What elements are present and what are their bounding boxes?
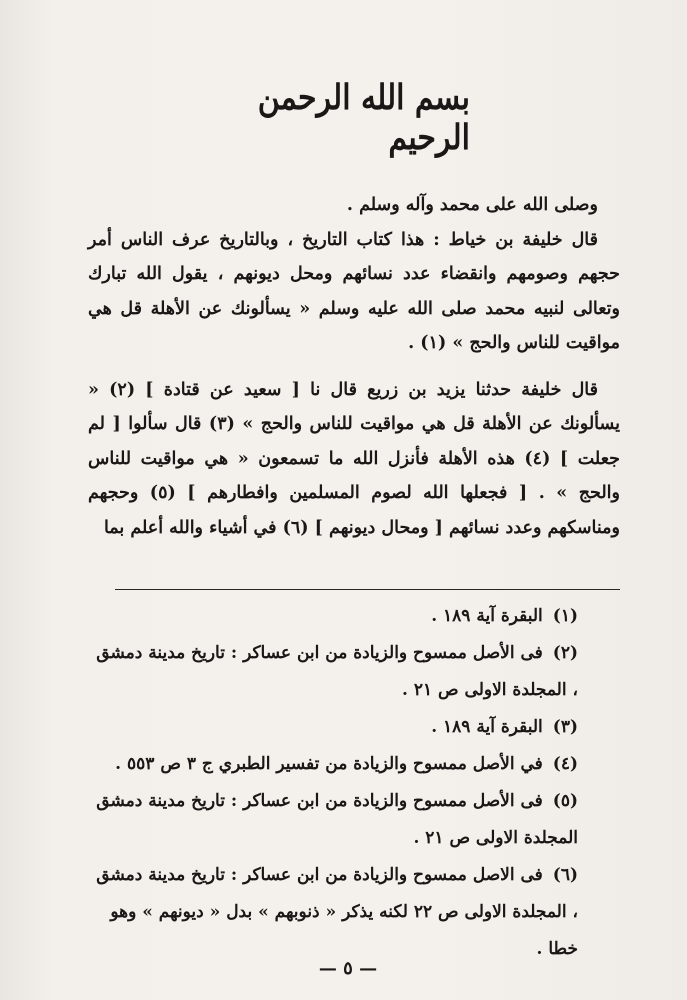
footnotes (88, 598, 608, 968)
basmala-text: بسم الله الرحمن الرحيم (257, 77, 470, 159)
paragraph-1: وصلى الله على محمد وآله وسلم . (346, 195, 598, 215)
footnote-number: (٣) (552, 717, 578, 737)
basmala-heading (220, 77, 470, 159)
footnote-number: (٦) (552, 865, 578, 885)
footnote-text: البقرة آية ١٨٩ . (431, 606, 543, 626)
footnote-4 (88, 746, 608, 783)
page-number: — ٥ — (318, 958, 378, 979)
paragraph-3: قال خليفة حدثنا يزيد بن زريع قال نا [ سعيد عن قتادة ] (٢) « يسألونك عن الأهلة قل هي مواقيت للناس والحج » (٣) قال سألوا [ لم جعلت ] (٤) هذه الأهلة فأنزل الله ما تسمعون « هي مواقيت للناس والحج » . [ فجعلها الله لصوم المسلمين وافطارهم ] (٥) وحجهم ومناسكهم وعدد نسائهم [ ومحال ديونهم ] (٦) في أشياء والله أعلم بما (88, 379, 621, 538)
footnote-5 (88, 783, 608, 857)
paragraph-2: قال خليفة بن خياط : هذا كتاب التاريخ ، وبالتاريخ عرف الناس أمر حجهم وصومهم وانقضاء عدد نسائهم ومحل ديونهم ، يقول الله تبارك وتعالى لنبيه محمد صلى الله عليه وسلم « يسألونك عن الأهلة قل هي مواقيت للناس والحج » (١) . (88, 229, 620, 353)
footnote-number: (٥) (552, 791, 578, 811)
footnote-number: (٤) (552, 754, 578, 774)
footnote-text: فى الأصل ممسوح والزيادة من ابن عساكر : تاريخ مدينة دمشق المجلدة الاولى ص ٢١ . (96, 791, 578, 848)
footnote-text: البقرة آية ١٨٩ . (431, 717, 543, 737)
footnote-divider (115, 589, 620, 590)
main-text (88, 188, 620, 545)
footnote-text: في الأصل ممسوح والزيادة من تفسير الطبري ج ٣ ص ٥٥٣ . (115, 754, 543, 774)
footnote-number: (٢) (552, 643, 578, 663)
footnote-1 (88, 598, 608, 635)
footnote-6 (88, 857, 608, 968)
footnote-text: فى الأصل ممسوح والزيادة من ابن عساكر : تاريخ مدينة دمشق ، المجلدة الاولى ص ٢١ . (96, 643, 578, 700)
footnote-text: فى الاصل ممسوح والزيادة من ابن عساكر : تاريخ مدينة دمشق ، المجلدة الاولى ص ٢٢ لكنه يذكر « ذنوبهم » بدل « ديونهم » وهو خطا . (96, 865, 578, 959)
footnote-2 (88, 635, 608, 709)
footnote-3 (88, 709, 608, 746)
footnote-number: (١) (552, 606, 578, 626)
